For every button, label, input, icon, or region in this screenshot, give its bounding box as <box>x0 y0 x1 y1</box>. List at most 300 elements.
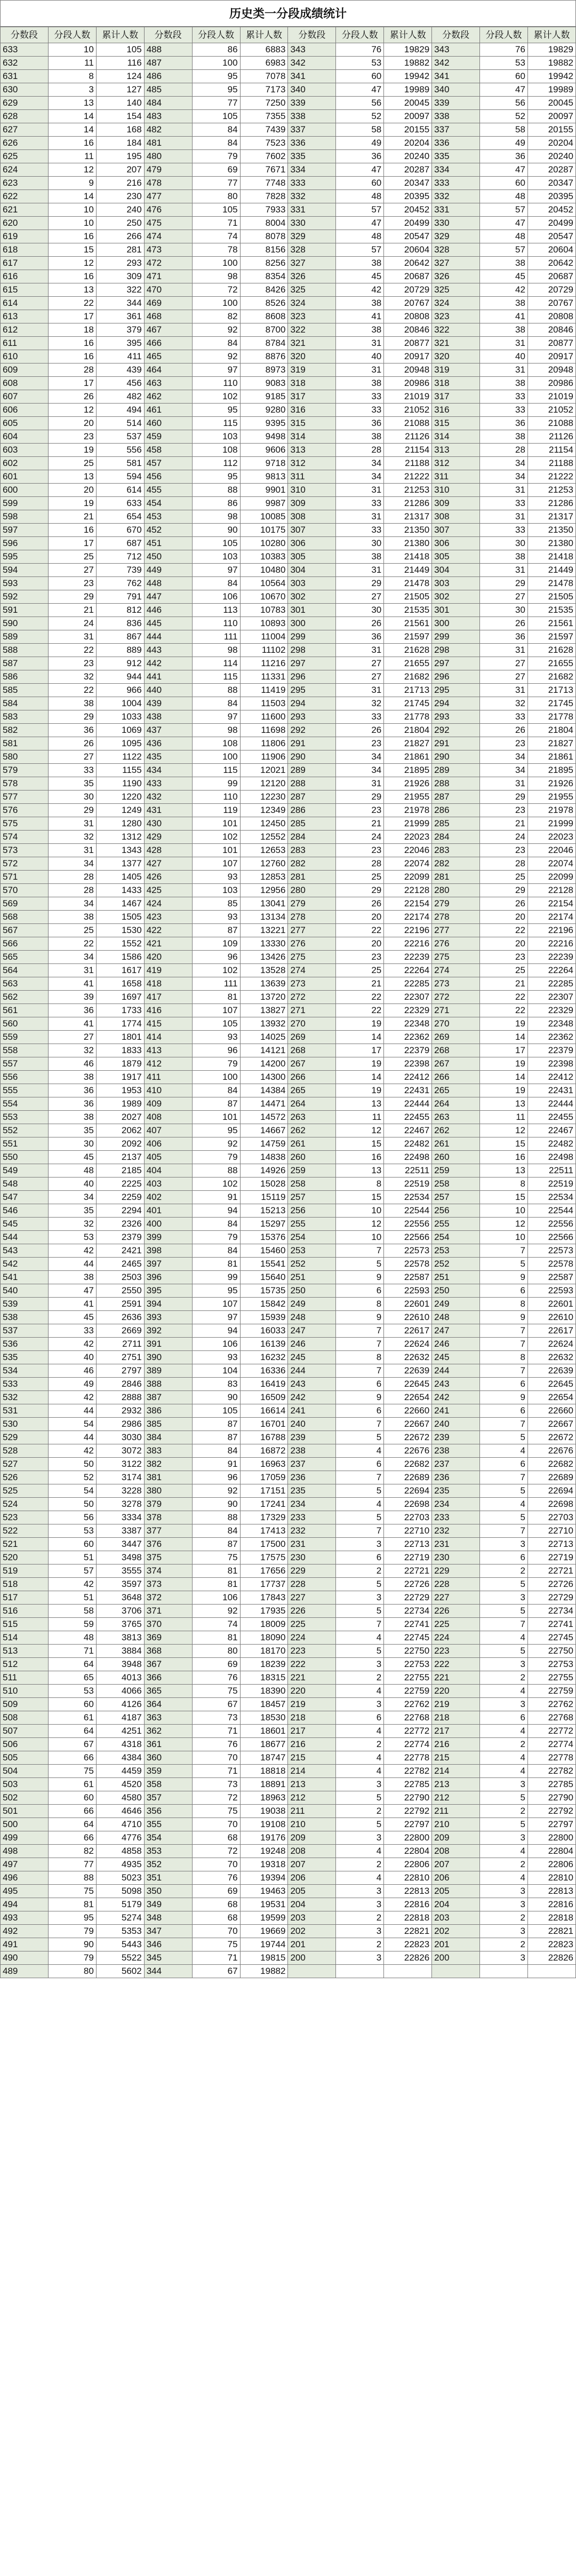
cumulative-cell: 22099 <box>384 871 432 884</box>
cumulative-cell: 22398 <box>384 1057 432 1071</box>
score-cell: 234 <box>288 1498 336 1511</box>
count-cell: 26 <box>336 617 384 630</box>
cumulative-cell: 22772 <box>527 1725 575 1738</box>
score-cell: 372 <box>144 1591 192 1605</box>
score-cell: 246 <box>432 1338 480 1351</box>
cumulative-cell: 17500 <box>240 1538 288 1551</box>
score-cell: 619 <box>1 230 49 243</box>
score-cell: 351 <box>144 1871 192 1885</box>
cumulative-cell: 22806 <box>527 1858 575 1871</box>
count-cell: 6 <box>336 1551 384 1564</box>
cumulative-cell: 4251 <box>96 1725 144 1738</box>
count-cell: 31 <box>480 777 528 791</box>
score-cell: 392 <box>144 1324 192 1338</box>
score-cell: 528 <box>1 1444 49 1458</box>
count-cell: 2 <box>480 1938 528 1951</box>
score-cell: 370 <box>144 1618 192 1631</box>
cumulative-cell: 1586 <box>96 951 144 964</box>
cumulative-cell: 19942 <box>384 70 432 83</box>
cumulative-cell: 11102 <box>240 644 288 657</box>
cumulative-cell: 22790 <box>527 1791 575 1805</box>
count-cell: 77 <box>48 1858 96 1871</box>
count-cell: 14 <box>336 1071 384 1084</box>
cumulative-cell: 18239 <box>240 1658 288 1671</box>
count-cell: 20 <box>336 937 384 951</box>
score-cell: 443 <box>144 644 192 657</box>
cumulative-cell: 21655 <box>384 657 432 670</box>
cumulative-cell: 19599 <box>240 1911 288 1925</box>
cumulative-cell: 22698 <box>384 1498 432 1511</box>
score-cell: 500 <box>1 1818 49 1831</box>
score-cell: 437 <box>144 724 192 737</box>
count-cell: 27 <box>480 670 528 684</box>
count-cell: 2 <box>480 1858 528 1871</box>
count-cell: 34 <box>48 857 96 871</box>
column-header: 分段人数 <box>192 27 240 43</box>
table-row <box>1 123 576 137</box>
count-cell: 27 <box>480 590 528 604</box>
count-cell: 53 <box>48 1685 96 1698</box>
count-cell: 41 <box>48 1017 96 1031</box>
score-cell: 304 <box>288 564 336 577</box>
table-row <box>1 1458 576 1471</box>
count-cell: 100 <box>192 750 240 764</box>
cumulative-cell: 17413 <box>240 1524 288 1538</box>
score-cell: 477 <box>144 190 192 203</box>
table-row <box>1 844 576 857</box>
cumulative-cell: 22734 <box>527 1605 575 1618</box>
count-cell: 4 <box>480 1631 528 1645</box>
score-cell: 494 <box>1 1898 49 1911</box>
cumulative-cell: 22821 <box>527 1925 575 1938</box>
cumulative-cell: 13720 <box>240 991 288 1004</box>
score-cell: 230 <box>432 1551 480 1564</box>
cumulative-cell: 594 <box>96 470 144 484</box>
count-cell: 97 <box>192 564 240 577</box>
count-cell: 23 <box>480 737 528 750</box>
count-cell: 100 <box>192 257 240 270</box>
score-cell: 511 <box>1 1671 49 1685</box>
score-cell: 271 <box>288 1004 336 1017</box>
cumulative-cell: 21449 <box>384 564 432 577</box>
column-header: 分段人数 <box>48 27 96 43</box>
score-cell: 461 <box>144 404 192 417</box>
count-cell: 32 <box>48 1044 96 1057</box>
cumulative-cell: 21861 <box>384 750 432 764</box>
count-cell: 47 <box>480 163 528 177</box>
score-cell: 262 <box>432 1124 480 1137</box>
count-cell: 20 <box>48 417 96 430</box>
cumulative-cell: 20808 <box>384 310 432 323</box>
cumulative-cell: 812 <box>96 604 144 617</box>
cumulative-cell: 266 <box>96 230 144 243</box>
cumulative-cell: 22610 <box>384 1311 432 1324</box>
cumulative-cell: 654 <box>96 510 144 524</box>
count-cell: 110 <box>192 377 240 390</box>
score-cell: 228 <box>432 1578 480 1591</box>
score-cell: 482 <box>144 123 192 137</box>
score-cell: 581 <box>1 737 49 750</box>
cumulative-cell: 7828 <box>240 190 288 203</box>
count-cell <box>480 1965 528 1978</box>
count-cell: 21 <box>48 510 96 524</box>
count-cell: 52 <box>480 110 528 123</box>
cumulative-cell: 19176 <box>240 1831 288 1845</box>
cumulative-cell: 12956 <box>240 884 288 897</box>
count-cell: 92 <box>192 323 240 337</box>
cumulative-cell: 293 <box>96 257 144 270</box>
score-cell: 464 <box>144 364 192 377</box>
cumulative-cell: 22672 <box>384 1431 432 1444</box>
table-row <box>1 110 576 123</box>
cumulative-cell: 5179 <box>96 1898 144 1911</box>
count-cell: 6 <box>336 1458 384 1471</box>
count-cell: 115 <box>192 764 240 777</box>
cumulative-cell: 22624 <box>384 1338 432 1351</box>
count-cell: 75 <box>192 1938 240 1951</box>
count-cell: 94 <box>192 1204 240 1218</box>
score-cell: 210 <box>288 1818 336 1831</box>
score-cell: 509 <box>1 1698 49 1711</box>
count-cell: 4 <box>480 1871 528 1885</box>
score-cell: 334 <box>288 163 336 177</box>
score-cell: 322 <box>288 323 336 337</box>
count-cell: 103 <box>192 430 240 444</box>
count-cell: 14 <box>48 110 96 123</box>
table-row <box>1 710 576 724</box>
cumulative-cell: 11004 <box>240 630 288 644</box>
table-row <box>1 1845 576 1858</box>
score-cell: 332 <box>288 190 336 203</box>
score-cell: 428 <box>144 844 192 857</box>
cumulative-cell: 19882 <box>527 57 575 70</box>
cumulative-cell: 8608 <box>240 310 288 323</box>
score-cell: 320 <box>288 350 336 364</box>
cumulative-cell: 3387 <box>96 1524 144 1538</box>
count-cell: 88 <box>192 1164 240 1178</box>
count-cell: 35 <box>48 1204 96 1218</box>
cumulative-cell: 8526 <box>240 297 288 310</box>
cumulative-cell: 19882 <box>384 57 432 70</box>
count-cell: 48 <box>480 230 528 243</box>
table-row <box>1 1564 576 1578</box>
cumulative-cell: 5023 <box>96 1871 144 1885</box>
cumulative-cell: 22745 <box>527 1631 575 1645</box>
table-row <box>1 1538 576 1551</box>
count-cell: 4 <box>336 1444 384 1458</box>
score-cell: 590 <box>1 617 49 630</box>
count-cell: 50 <box>48 1498 96 1511</box>
count-cell: 25 <box>480 871 528 884</box>
count-cell: 93 <box>192 871 240 884</box>
count-cell: 71 <box>48 1645 96 1658</box>
count-cell: 16 <box>48 524 96 537</box>
cumulative-cell: 5522 <box>96 1951 144 1965</box>
table-row <box>1 1751 576 1765</box>
count-cell: 2 <box>480 1564 528 1578</box>
count-cell: 92 <box>192 1484 240 1498</box>
count-cell: 15 <box>336 1137 384 1151</box>
cumulative-cell: 22578 <box>527 1258 575 1271</box>
cumulative-cell: 21561 <box>527 617 575 630</box>
table-row <box>1 364 576 377</box>
count-cell: 3 <box>336 1831 384 1845</box>
cumulative-cell: 12450 <box>240 817 288 831</box>
cumulative-cell: 21286 <box>527 497 575 510</box>
score-cell: 237 <box>432 1458 480 1471</box>
score-cell: 631 <box>1 70 49 83</box>
table-row <box>1 150 576 163</box>
count-cell: 69 <box>192 1885 240 1898</box>
cumulative-cell: 22726 <box>527 1578 575 1591</box>
cumulative-cell: 21222 <box>527 470 575 484</box>
count-cell: 2 <box>336 1738 384 1751</box>
count-cell: 53 <box>48 1524 96 1538</box>
score-cell: 551 <box>1 1137 49 1151</box>
score-cell: 584 <box>1 697 49 710</box>
cumulative-cell: 21827 <box>384 737 432 750</box>
table-row <box>1 1244 576 1258</box>
cumulative-cell: 3597 <box>96 1578 144 1591</box>
score-cell: 269 <box>432 1031 480 1044</box>
cumulative-cell: 22412 <box>384 1071 432 1084</box>
count-cell: 3 <box>336 1698 384 1711</box>
cumulative-cell: 712 <box>96 550 144 564</box>
cumulative-cell: 439 <box>96 364 144 377</box>
count-cell: 60 <box>48 1791 96 1805</box>
score-cell: 530 <box>1 1418 49 1431</box>
score-cell: 579 <box>1 764 49 777</box>
cumulative-cell: 15028 <box>240 1178 288 1191</box>
score-cell: 388 <box>144 1378 192 1391</box>
cumulative-cell: 4013 <box>96 1671 144 1685</box>
cumulative-cell: 22654 <box>527 1391 575 1404</box>
score-cell: 527 <box>1 1458 49 1471</box>
count-cell: 34 <box>480 457 528 470</box>
cumulative-cell: 21418 <box>527 550 575 564</box>
count-cell: 8 <box>336 1178 384 1191</box>
score-cell: 259 <box>432 1164 480 1178</box>
cumulative-cell: 21597 <box>527 630 575 644</box>
score-cell: 357 <box>144 1791 192 1805</box>
cumulative-cell: 21154 <box>527 444 575 457</box>
cumulative-cell: 10175 <box>240 524 288 537</box>
cumulative-cell: 22174 <box>527 911 575 924</box>
score-cell: 284 <box>432 831 480 844</box>
cumulative-cell: 21713 <box>384 684 432 697</box>
score-cell: 316 <box>432 404 480 417</box>
cumulative-cell: 12120 <box>240 777 288 791</box>
score-cell: 285 <box>432 817 480 831</box>
cumulative-cell: 14838 <box>240 1151 288 1164</box>
count-cell: 38 <box>336 257 384 270</box>
score-cell: 330 <box>432 217 480 230</box>
count-cell: 31 <box>336 564 384 577</box>
cumulative-cell: 21745 <box>527 697 575 710</box>
score-cell: 325 <box>288 283 336 297</box>
score-cell: 465 <box>144 350 192 364</box>
score-cell: 498 <box>1 1845 49 1858</box>
score-cell: 302 <box>288 590 336 604</box>
score-cell: 243 <box>288 1378 336 1391</box>
count-cell: 29 <box>48 710 96 724</box>
column-header: 累计人数 <box>96 27 144 43</box>
score-cell: 599 <box>1 497 49 510</box>
cumulative-cell: 9280 <box>240 404 288 417</box>
score-cell: 415 <box>144 1017 192 1031</box>
score-cell: 512 <box>1 1658 49 1671</box>
table-row <box>1 1671 576 1685</box>
cumulative-cell: 22698 <box>527 1498 575 1511</box>
cumulative-cell: 22467 <box>527 1124 575 1137</box>
count-cell: 2 <box>336 1938 384 1951</box>
count-cell: 115 <box>192 417 240 430</box>
count-cell: 56 <box>48 1511 96 1524</box>
cumulative-cell: 9813 <box>240 470 288 484</box>
cumulative-cell: 411 <box>96 350 144 364</box>
score-cell: 309 <box>432 497 480 510</box>
cumulative-cell: 22074 <box>527 857 575 871</box>
count-cell: 7 <box>336 1338 384 1351</box>
count-cell: 4 <box>480 1765 528 1778</box>
count-cell: 31 <box>336 337 384 350</box>
score-cell: 568 <box>1 911 49 924</box>
count-cell: 90 <box>48 1938 96 1951</box>
count-cell: 53 <box>336 57 384 70</box>
cumulative-cell: 3030 <box>96 1431 144 1444</box>
score-cell: 292 <box>432 724 480 737</box>
table-row <box>1 1324 576 1338</box>
score-cell: 607 <box>1 390 49 404</box>
score-cell: 259 <box>288 1164 336 1178</box>
score-cell: 401 <box>144 1204 192 1218</box>
table-row <box>1 924 576 937</box>
score-cell: 242 <box>432 1391 480 1404</box>
cumulative-cell: 22810 <box>384 1871 432 1885</box>
score-cell: 264 <box>432 1097 480 1111</box>
score-cell: 234 <box>432 1498 480 1511</box>
score-cell: 298 <box>432 644 480 657</box>
score-cell: 404 <box>144 1164 192 1178</box>
score-cell: 617 <box>1 257 49 270</box>
cumulative-cell: 556 <box>96 444 144 457</box>
cumulative-cell: 1658 <box>96 977 144 991</box>
count-cell: 72 <box>192 1845 240 1858</box>
cumulative-cell: 19942 <box>527 70 575 83</box>
column-header: 累计人数 <box>240 27 288 43</box>
cumulative-cell: 22772 <box>384 1725 432 1738</box>
score-cell: 303 <box>432 577 480 590</box>
cumulative-cell: 4520 <box>96 1778 144 1791</box>
score-cell: 555 <box>1 1084 49 1097</box>
cumulative-cell: 22703 <box>527 1511 575 1524</box>
score-cell: 322 <box>432 323 480 337</box>
cumulative-cell: 3174 <box>96 1471 144 1484</box>
cumulative-cell: 2846 <box>96 1378 144 1391</box>
score-cell: 451 <box>144 537 192 550</box>
count-cell: 5 <box>480 1511 528 1524</box>
score-cell: 308 <box>432 510 480 524</box>
score-cell: 382 <box>144 1458 192 1471</box>
cumulative-cell: 20642 <box>527 257 575 270</box>
score-cell: 381 <box>144 1471 192 1484</box>
table-row <box>1 1471 576 1484</box>
count-cell: 35 <box>48 777 96 791</box>
score-cell: 394 <box>144 1298 192 1311</box>
cumulative-cell: 22768 <box>384 1711 432 1725</box>
score-cell: 314 <box>288 430 336 444</box>
cumulative-cell: 22821 <box>384 1925 432 1938</box>
count-cell: 7 <box>336 1524 384 1538</box>
count-cell: 29 <box>336 577 384 590</box>
score-cell: 226 <box>288 1605 336 1618</box>
count-cell: 19 <box>480 1084 528 1097</box>
cumulative-cell: 22362 <box>384 1031 432 1044</box>
cumulative-cell: 12552 <box>240 831 288 844</box>
table-row <box>1 1378 576 1391</box>
count-cell: 107 <box>192 1004 240 1017</box>
score-cell: 484 <box>144 97 192 110</box>
score-cell: 407 <box>144 1124 192 1137</box>
count-cell: 47 <box>336 217 384 230</box>
score-cell: 244 <box>288 1364 336 1378</box>
cumulative-cell: 7933 <box>240 203 288 217</box>
table-row <box>1 1778 576 1791</box>
score-cell: 502 <box>1 1791 49 1805</box>
count-cell: 19 <box>336 1057 384 1071</box>
cumulative-cell: 867 <box>96 630 144 644</box>
cumulative-cell: 22624 <box>527 1338 575 1351</box>
count-cell: 21 <box>480 817 528 831</box>
cumulative-cell: 2591 <box>96 1298 144 1311</box>
score-cell: 318 <box>288 377 336 390</box>
score-cell: 273 <box>288 977 336 991</box>
cumulative-cell: 20547 <box>527 230 575 243</box>
table-row <box>1 510 576 524</box>
count-cell: 96 <box>192 1471 240 1484</box>
count-cell: 66 <box>48 1831 96 1845</box>
score-cell: 266 <box>288 1071 336 1084</box>
cumulative-cell: 22519 <box>384 1178 432 1191</box>
score-cell: 508 <box>1 1711 49 1725</box>
count-cell: 56 <box>480 97 528 110</box>
cumulative-cell: 1433 <box>96 884 144 897</box>
score-cell: 248 <box>288 1311 336 1324</box>
count-cell: 108 <box>192 737 240 750</box>
count-cell: 34 <box>480 750 528 764</box>
score-cell: 570 <box>1 884 49 897</box>
table-row <box>1 417 576 430</box>
cumulative-cell: 22719 <box>527 1551 575 1564</box>
score-cell: 391 <box>144 1338 192 1351</box>
count-cell: 38 <box>336 377 384 390</box>
score-cell: 241 <box>432 1404 480 1418</box>
count-cell: 15 <box>48 243 96 257</box>
cumulative-cell: 22713 <box>527 1538 575 1551</box>
table-row <box>1 1698 576 1711</box>
count-cell: 34 <box>48 1191 96 1204</box>
column-header: 分段人数 <box>336 27 384 43</box>
count-cell: 57 <box>336 243 384 257</box>
cumulative-cell: 22813 <box>527 1885 575 1898</box>
count-cell: 48 <box>336 230 384 243</box>
score-cell: 242 <box>288 1391 336 1404</box>
cumulative-cell: 22785 <box>527 1778 575 1791</box>
count-cell: 27 <box>336 590 384 604</box>
cumulative-cell: 22816 <box>384 1898 432 1911</box>
cumulative-cell: 22348 <box>527 1017 575 1031</box>
score-cell: 317 <box>288 390 336 404</box>
